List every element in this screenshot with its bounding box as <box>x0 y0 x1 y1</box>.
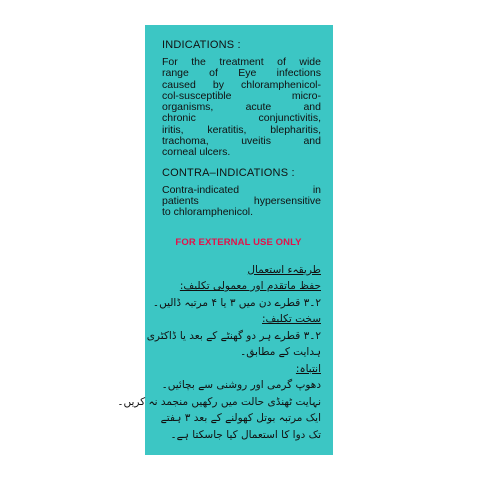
contra-indications-text <box>162 185 321 219</box>
urdu-line: نہایت ٹھنڈی حالت میں رکھیں منجمد نہ کریں۔ <box>117 395 321 408</box>
indications-heading: INDICATIONS : <box>162 39 241 51</box>
indications-text <box>162 57 321 159</box>
urdu-directions <box>117 262 321 444</box>
urdu-line: ایک مرتبہ بوتل کھولنے کے بعد ۳ ہفتے <box>160 412 321 425</box>
indications-line: iritis, keratitis, blepharitis, <box>162 123 321 136</box>
external-use-warning: FOR EXTERNAL USE ONLY <box>175 236 302 248</box>
contra-line: Contra-indicated in <box>162 183 321 196</box>
urdu-line: حفظ ماتقدم اور معمولی تکلیف: <box>179 280 321 293</box>
indications-line: col-susceptible micro- <box>162 89 321 102</box>
indications-line: trachoma, uveitis and <box>162 135 321 148</box>
urdu-line: طریقہء استعمال <box>247 263 321 276</box>
indications-line: corneal ulcers. <box>162 146 231 159</box>
urdu-line: ۲۔۳ قطرے ہر دو گھنٹے کے بعد یا ڈاکٹری <box>146 329 321 342</box>
urdu-line: انتباہ: <box>295 362 321 375</box>
urdu-line: ۲۔۳ قطرے دن میں ۳ یا ۴ مرتبہ ڈالیں۔ <box>152 296 321 309</box>
indications-line: caused by chloramphenicol- <box>162 78 321 91</box>
package-insert-panel <box>117 25 333 455</box>
indications-line: chronic conjunctivitis, <box>162 112 321 125</box>
indications-line: For the treatment of wide <box>162 56 321 68</box>
indications-line: range of Eye infections <box>162 67 321 80</box>
indications-line: organisms, acute and <box>162 101 321 114</box>
contra-line: patients hypersensitive <box>162 194 321 207</box>
contra-indications-heading: CONTRA–INDICATIONS : <box>162 166 295 179</box>
urdu-line: سخت تکلیف: <box>262 313 321 326</box>
urdu-line: تک دوا کا استعمال کیا جاسکتا ہے۔ <box>170 428 321 441</box>
urdu-line: دھوپ گرمی اور روشنی سے بچائیں۔ <box>161 379 321 392</box>
urdu-line: ہدایت کے مطابق۔ <box>240 346 321 359</box>
contra-line: to chloramphenicol. <box>162 206 254 219</box>
